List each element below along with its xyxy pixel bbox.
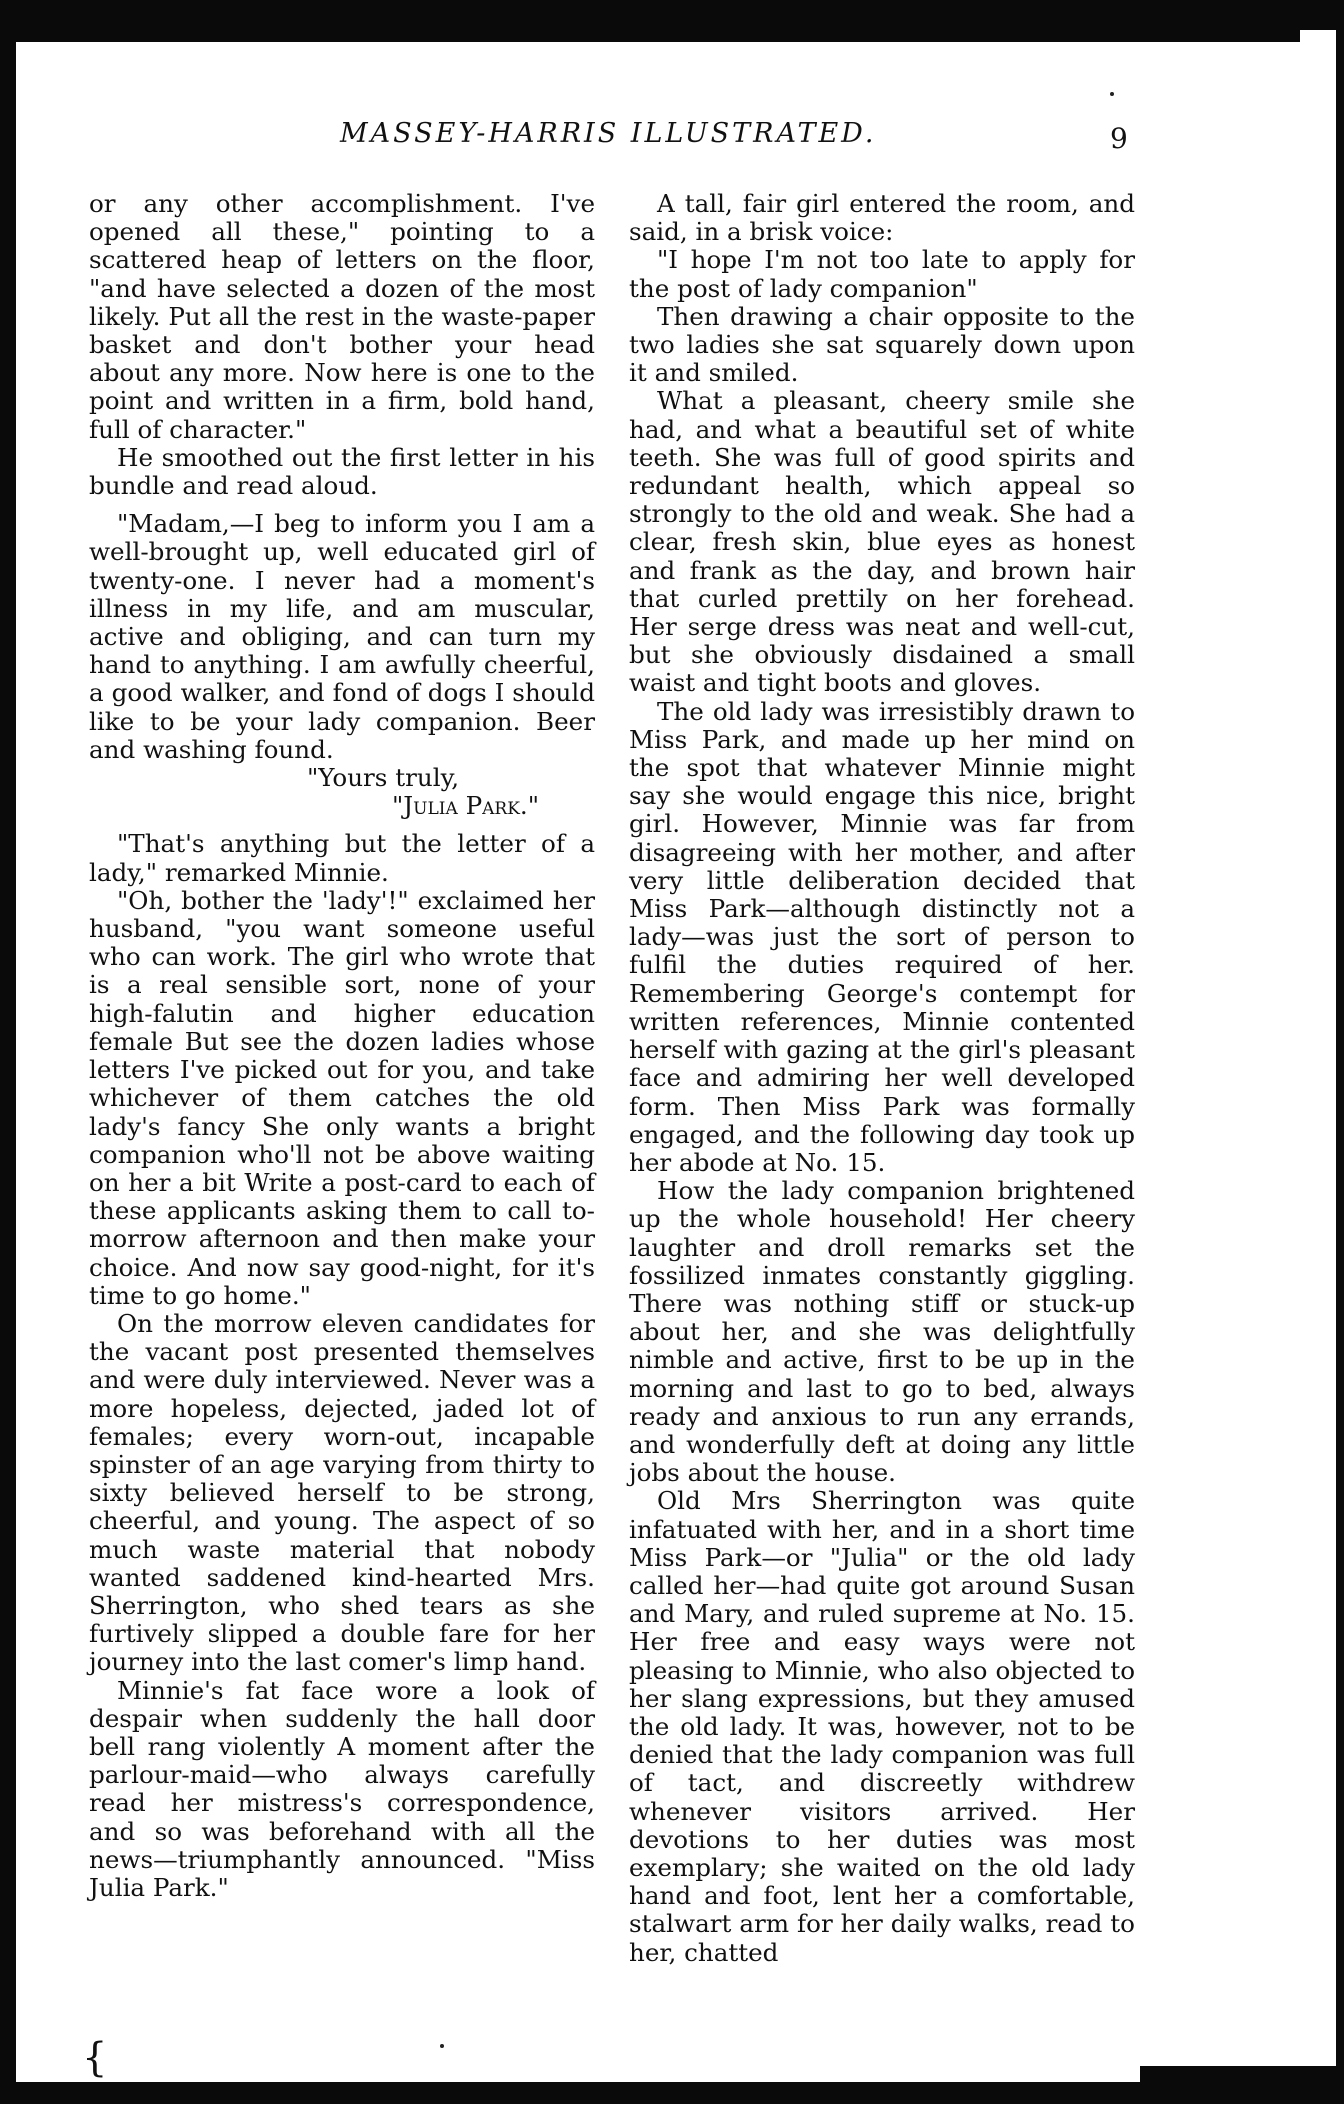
letter-body: "Madam,—I beg to inform you I am a well-brought up, well educated girl of twenty-one. I never had a moment's illness in my life, and am muscular, active and obliging, and can turn my hand to anything. I am awfully cheerful, a good walker, and fond of dogs I should like to be your lady companion. Beer and washing found.	[89, 509, 595, 764]
paragraph: "I hope I'm not too late to apply for the post of lady companion"	[629, 245, 1135, 303]
paragraph: "That's anything but the letter of a lady," remarked Minnie.	[89, 829, 595, 887]
scan-border-right	[1336, 0, 1344, 2104]
scan-border-bottom-edge	[1140, 2066, 1344, 2082]
paragraph: What a pleasant, cheery smile she had, and what a beautiful set of white teeth. She was full of good spirits and redundant health, which appeal so strongly to the old and weak. She had a clear, fresh skin, blue eyes as honest and frank as the day, and brown hair that curled prettily on her forehead. Her serge dress was neat and well-cut, but she obviously disdained a small waist and tight boots and gloves.	[629, 386, 1135, 698]
paragraph: Minnie's fat face wore a look of despair when suddenly the hall door bell rang violently A moment after the parlour-maid—who always carefully read her mistress's correspondence, and so was beforehand with all the news—triumphantly announced. "Miss Julia Park."	[89, 1675, 595, 1902]
left-column	[89, 190, 595, 1902]
letter-signature: "Julia Park."	[392, 791, 540, 821]
running-title: MASSEY-HARRIS ILLUSTRATED.	[340, 118, 877, 149]
paragraph: A tall, fair girl entered the room, and said, in a brisk voice:	[629, 189, 1135, 247]
bracket-mark: {	[82, 2035, 108, 2081]
page-header	[80, 118, 1150, 162]
right-column	[629, 190, 1135, 1967]
scan-speck	[1110, 92, 1114, 96]
paragraph: The old lady was irresistibly drawn to Miss Park, and made up her mind on the spot that whatever Minnie might say she would engage this nice, bright girl. However, Minnie was far from disagreeing with her mother, and after very little deliberation decided that Miss Park—although distinctly not a lady—was just the sort of person to fulfil the duties required of her. Remembering George's contempt for written references, Minnie contented herself with gazing at the girl's pleasant face and admiring her well developed form. Then Miss Park was formally engaged, and the following day took up her abode at No. 15.	[629, 696, 1135, 1177]
paragraph: Old Mrs Sherrington was quite infatuated with her, and in a short time Miss Park—or "Julia" or the old lady called her—had quite got around Susan and Mary, and ruled supreme at No. 15. Her free and easy ways were not pleasing to Minnie, who also objected to her slang expressions, but they amused the old lady. It was, however, not to be denied that the lady companion was full of tact, and discreetly withdrew whenever visitors arrived. Her devotions to her duties was most exemplary; she waited on the old lady hand and foot, lent her a comfortable, stalwart arm for her daily walks, read to her, chatted	[629, 1486, 1135, 1967]
scan-border-left	[0, 0, 16, 2104]
paragraph: How the lady companion brightened up the whole household! Her cheery laughter and droll remarks set the fossilized inmates constantly giggling. There was nothing stiff or stuck-up about her, and she was delightfully nimble and active, first to be up in the morning and last to go to bed, always ready and anxious to run any errands, and wonderfully deft at doing any little jobs about the house.	[629, 1176, 1135, 1488]
letter-closing: "Yours truly,	[307, 763, 460, 793]
paragraph: or any other accomplishment. I've opened all these," pointing to a scattered heap of letters on the floor, "and have selected a dozen of the most likely. Put all the rest in the waste-paper basket and don't bother your head about any more. Now here is one to the point and written in a firm, bold hand, full of character."	[89, 189, 595, 444]
paragraph: Then drawing a chair opposite to the two ladies she sat squarely down upon it and smiled.	[629, 301, 1135, 388]
paragraph: He smoothed out the first letter in his bundle and read aloud.	[89, 442, 595, 501]
scan-speck	[440, 2044, 444, 2048]
paragraph: On the morrow eleven candidates for the vacant post presented themselves and were duly interviewed. Never was a more hopeless, dejected, jaded lot of females; every worn-out, incapable spinster of an age varying from thirty to sixty believed herself to be strong, cheerful, and young. The aspect of so much waste material that nobody wanted saddened kind-hearted Mrs. Sherrington, who shed tears as she furtively slipped a double fare for her journey into the last comer's limp hand.	[89, 1308, 595, 1677]
paragraph: "Oh, bother the 'lady'!" exclaimed her husband, "you want someone useful who can work. The girl who wrote that is a real sensible sort, none of your high-falutin and higher education female But see the dozen ladies whose letters I've picked out for you, and take whichever of them catches the old lady's fancy She only wants a bright companion who'll not be above waiting on her a bit Write a post-card to each of these applicants asking them to call to-morrow afternoon and then make your choice. And now say good-night, for it's time to go home."	[89, 885, 595, 1310]
scan-border-top	[0, 0, 1300, 42]
scan-border-bottom	[16, 2082, 1344, 2104]
page-number: 9	[1110, 122, 1128, 155]
